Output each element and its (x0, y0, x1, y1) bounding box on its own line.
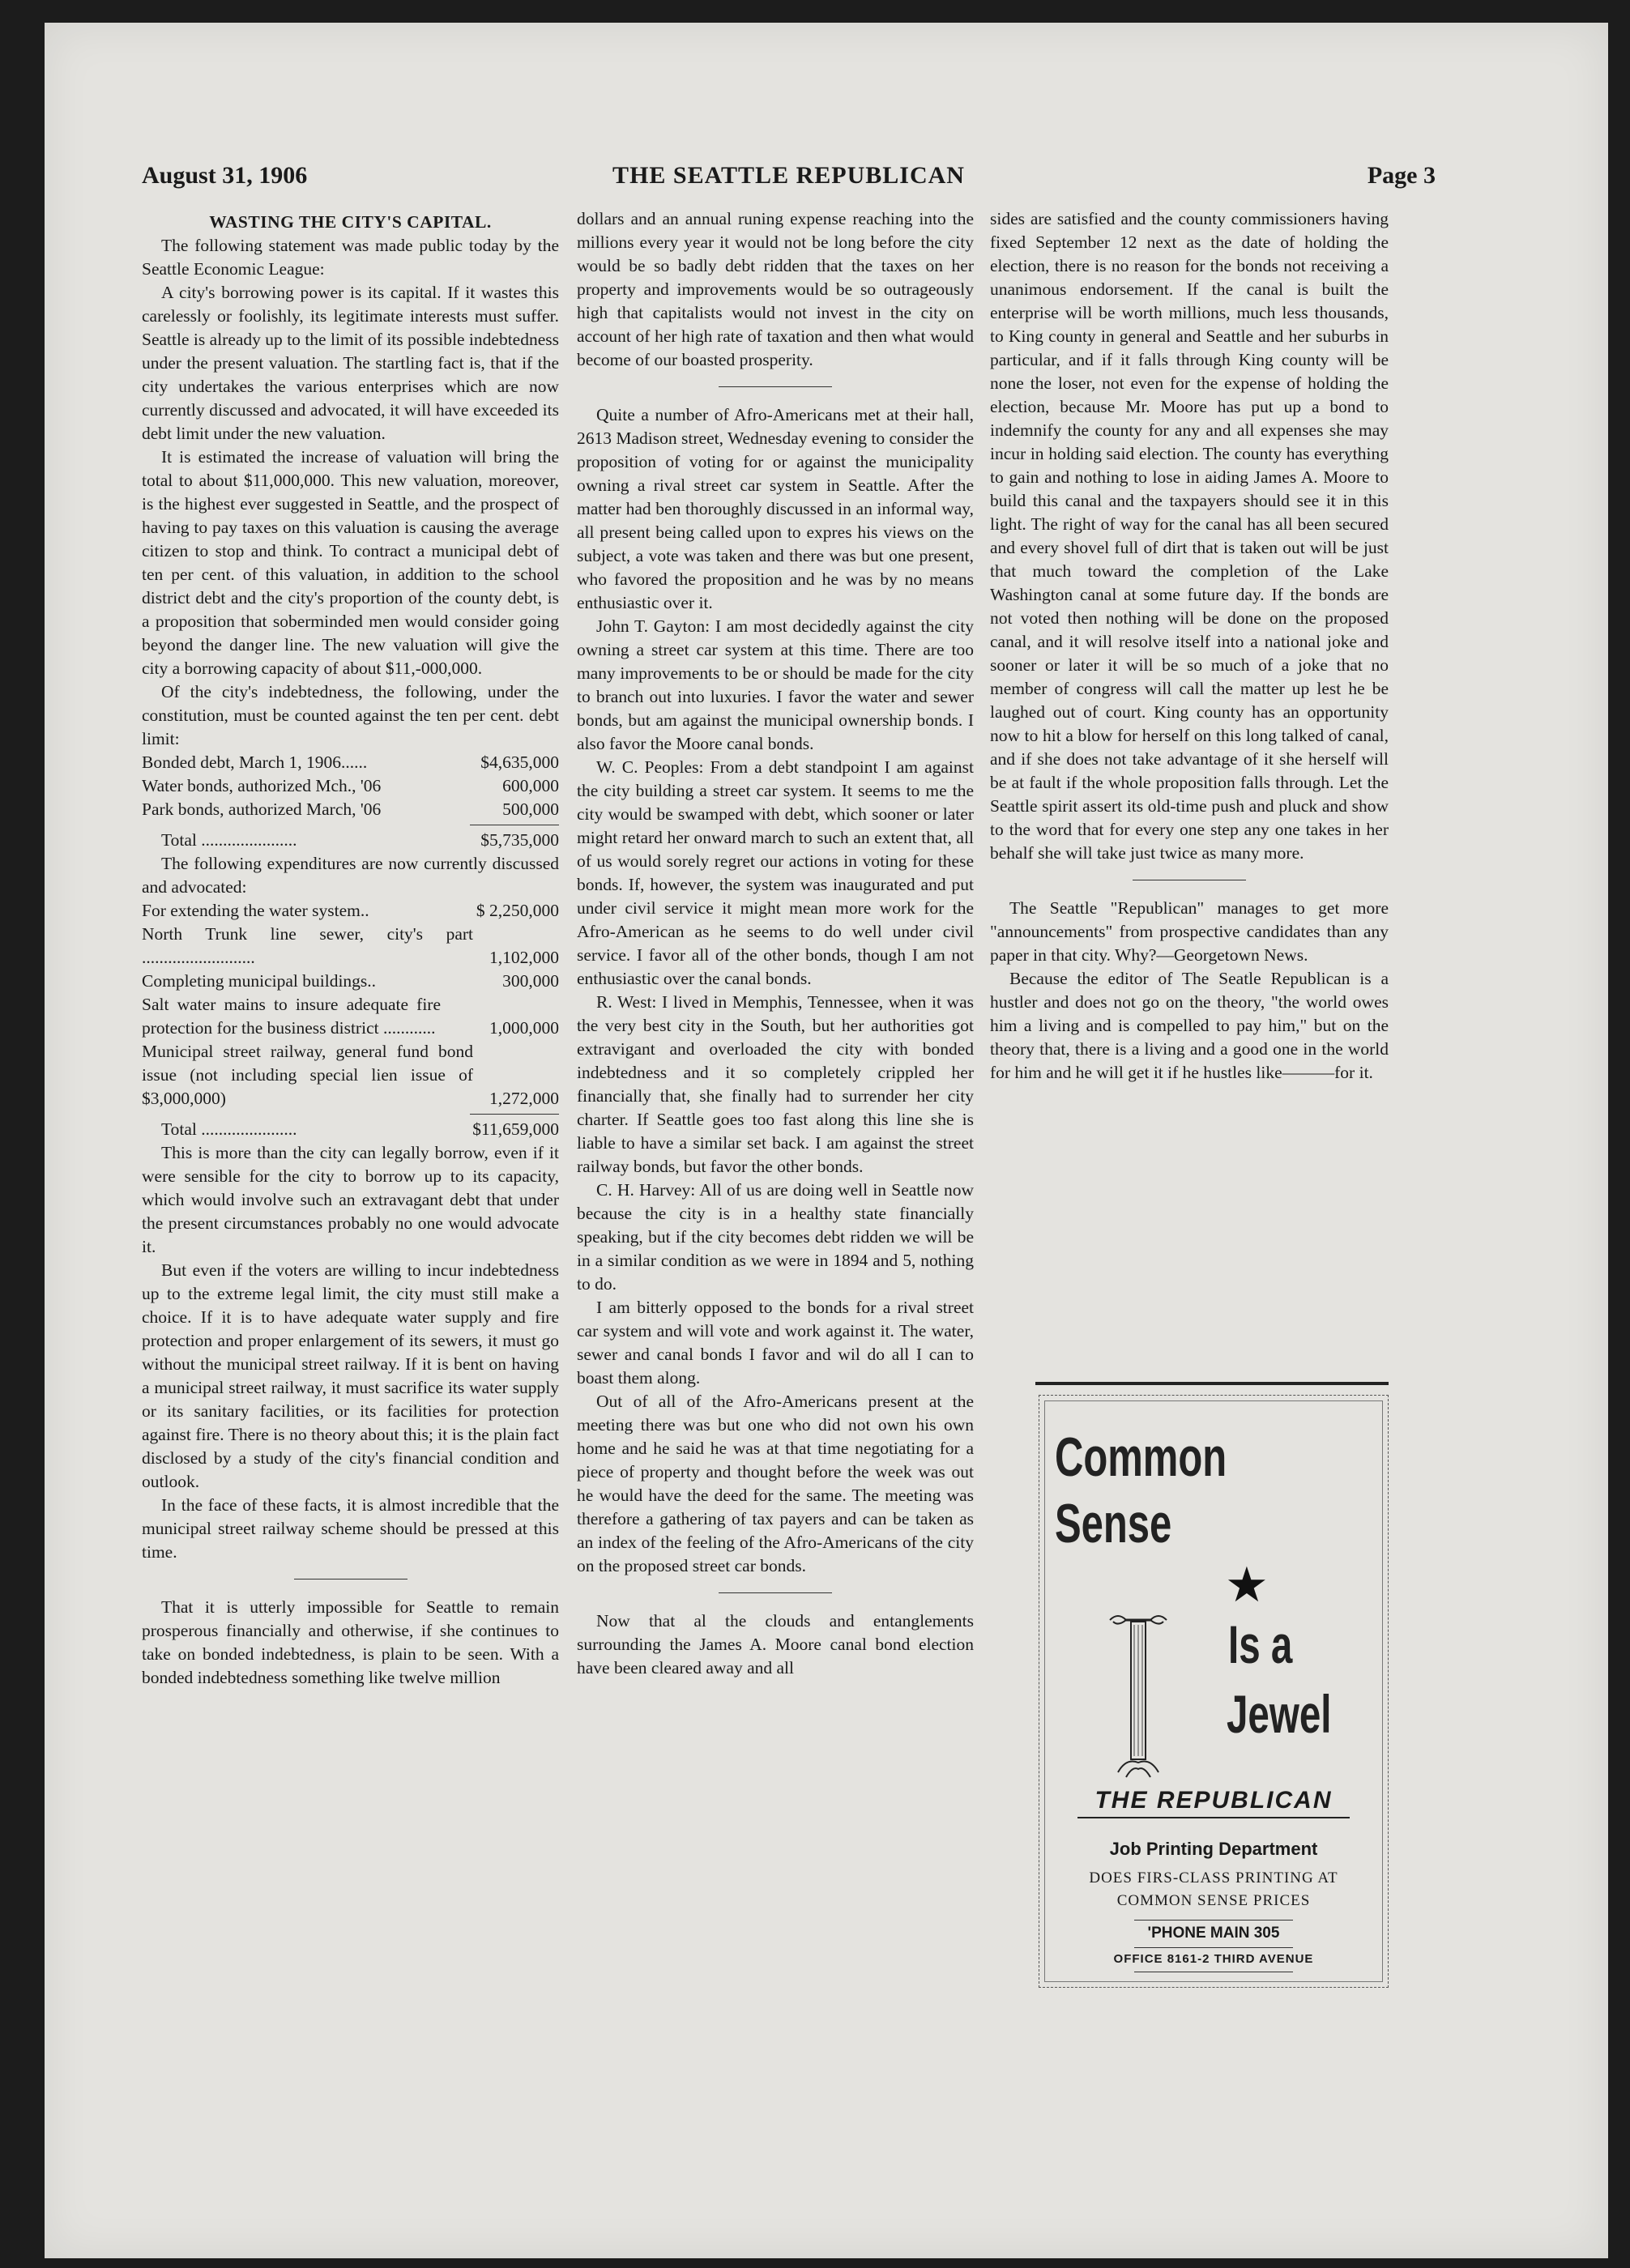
paragraph: Because the editor of The Seatle Republican is a hustler and does not go on the theory, "the world owes him a living and is compelled to pay him," but on the theory that, there is a living and a good one in the world for him and he will get it if he hustles like———for it. (990, 969, 1389, 1082)
column-2 (577, 207, 974, 1680)
debt-row (142, 798, 559, 821)
expense-desc: For extending the water system.. (142, 901, 369, 920)
paragraph: Of the city's indebtedness, the following, under the constitution, must be counted against the ten per cent. debt limit: (142, 682, 559, 748)
ad-common: Common (1055, 1426, 1227, 1488)
debt-row (142, 751, 559, 774)
article-heading: WASTING THE CITY'S CAPITAL. (209, 212, 492, 232)
ad-inner-border (1044, 1400, 1383, 1982)
total-row (142, 1118, 559, 1141)
column-ornament-icon (1102, 1610, 1175, 1788)
ad-office-address: OFFICE 8161-2 THIRD AVENUE (1113, 1952, 1314, 1966)
ad-publisher-title: THE REPUBLICAN (1094, 1787, 1333, 1814)
ad-rule (1134, 1947, 1293, 1948)
article-divider (719, 1592, 832, 1593)
paragraph: R. West: I lived in Memphis, Tennessee, when it was the very best city in the South, but her authorities got extravigant and overloaded the city with bonded indebtedness and it so completely crippled her financially that, she finally had to surrender her city charter. If Seattle goes too fast along this line she is liable to have a similar set back. I am against the street railway bonds, but favor the other bonds. (577, 992, 974, 1176)
ad-sense: Sense (1055, 1493, 1172, 1554)
paragraph: But even if the voters are willing to incur indebtedness up to the extreme legal limit, the city must still make a choice. If it is to have adequate water supply and fire protection and proper enlargement of its sewers, it must go without the municipal street railway. If it is bent on having a municipal street railway, it must sacrifice its water supply or its sanitary facilities, or its facilities for protection against fire. There is no theory about this; it is the plain fact disclosed by a study of the city's financial condition and outlook. (142, 1260, 559, 1491)
ad-rule (1134, 1920, 1293, 1921)
total-label: Total ...................... (161, 830, 297, 850)
ad-department: Job Printing Department (1109, 1839, 1318, 1859)
ad-prices: COMMON SENSE PRICES (1116, 1892, 1311, 1909)
issue-date: August 31, 1906 (142, 162, 308, 189)
total-label: Total ...................... (161, 1119, 297, 1139)
paragraph: It is estimated the increase of valuation will bring the total to about $11,000,000. This new valuation, moreover, is the highest ever suggested in Seattle, and the prospect of having to pay taxes on this valuation is causing the average citizen to stop and think. To contract a municipal debt of ten per cent. of this valuation, in addition to the school district debt and the city's proportion of the county debt, is a proposition that soberminded men would consider going beyond the danger line. The new valuation will give the city a borrowing capacity of about $11,-000,000. (142, 447, 559, 678)
page-number: Page 3 (1367, 162, 1436, 189)
ad-top-rule (1035, 1382, 1389, 1385)
expense-amount: $ 2,250,000 (476, 901, 559, 920)
paragraph: That it is utterly impossible for Seattle to remain prosperous financially and otherwise, if she continues to take on bonded indebtedness, is plain to be seen. With a bonded indebtedness something like twelve million (142, 1597, 559, 1687)
expense-desc: North Trunk line sewer, city's part .......................... (142, 924, 473, 967)
ad-phone: 'PHONE MAIN 305 (1147, 1925, 1280, 1942)
expense-amount: 1,000,000 (489, 1018, 559, 1038)
paragraph: Out of all of the Afro-Americans present at the meeting there was but one who did not own his own home and he said he was at that time negotiating for a piece of property and thought before the week was out he would have the deed for the same. The meeting was therefore a gathering of tax payers and can be taken as an index of the feeling of the Afro-Americans of the city on the proposed street car bonds. (577, 1392, 974, 1575)
total-row (142, 829, 559, 852)
paragraph: W. C. Peoples: From a debt standpoint I am against the city building a street car system. It seems to me the city would be swamped with debt, which sooner or later might retard her onward march to such an extent that, all of us would sorely regret our actions in voting for these bonds. If, however, the system was inaugurated and put under civil service it might mean more work for the Afro-American as he seems to do well under civil service. I favor all of the other bonds, though I am not enthusiastic over the canal bonds. (577, 757, 974, 988)
expense-amount: 300,000 (502, 971, 559, 991)
paragraph: A city's borrowing power is its capital. If it wastes this carelessly or foolishly, its legitimate interests must suffer. Seattle is already up to the limit of its possible indebtedness under the present valuation. The startling fact is, that if the city undertakes the various enterprises which are now currently discussed and advocated, it will have exceeded its debt limit under the new valuation. (142, 283, 559, 443)
paragraph: This is more than the city can legally borrow, even if it were sensible for the city to borrow up to its capacity, which would involve such an extravagant debt that under the present circumstances probably no one would advocate it. (142, 1143, 559, 1256)
paragraph: Quite a number of Afro-Americans met at their hall, 2613 Madison street, Wednesday evening to consider the proposition of voting for or against the municipality owning a rival street car system in Seattle. After the matter had ben thoroughly discussed in an informal way, all present being called upon to expres his views on the subject, a vote was taken and there was but one present, who favored the proposition and he was by no means enthusiastic over it. (577, 405, 974, 612)
paragraph: sides are satisfied and the county commissioners having fixed September 12 next as the date of holding the election, there is no reason for the bonds not receiving a unanimous endorsement. If the canal is built the enterprise will be worth millions, much less thousands, to King county in general and Seattle and her suburbs in particular, and if it falls through King county will be none the loser, not even for the expense of holding the election, because Mr. Moore has put up a bond to indemnify the county for any and all expenses she may incur in holding said election. The county has everything to gain and nothing to lose in aiding James A. Moore to build this canal and the taxpayers should see it in this light. The right of way for the canal has all been secured and every shovel full of dirt that is taken out will be just that much toward the completion of the Lake Washington canal at some future day. If the bonds are not voted then nothing will be done on the proposed canal, and it will resolve itself into a national joke and sooner or later it will be so much of a joke that no member of congress will call the matter up lest he be laughed out of court. King county has an opportunity now to hit a blow for herself on this long talked of canal, and if she does not take advantage of it she herself will be at fault if the whole proposition falls through. Let the Seattle spirit assert its old-time push and pluck and show to the word that for every one step any one takes in her behalf she will take just twice as many more. (990, 209, 1389, 863)
debt-row (142, 774, 559, 798)
expense-row (142, 1040, 559, 1111)
article-divider (719, 386, 832, 387)
expense-row (142, 923, 559, 970)
expense-desc: Salt water mains to insure adequate fire protection for the business district ............ (142, 995, 441, 1038)
ad-jewel: Jewel (1227, 1684, 1332, 1744)
ad-title-rule (1077, 1817, 1350, 1818)
expense-desc: Municipal street railway, general fund bond issue (not including special lien issue of $3,000,000) (142, 1042, 473, 1108)
article-divider (294, 1579, 408, 1580)
expense-row (142, 899, 559, 923)
column-3 (990, 207, 1389, 1085)
paragraph: C. H. Harvey: All of us are doing well in Seattle now because the city is in a healthy state financially speaking, but if the city becomes debt ridden we will be in a similar condition as we were in 1894 and 5, nothing to do. (577, 1180, 974, 1294)
debt-amount: 500,000 (502, 799, 559, 819)
debt-amount: $4,635,000 (480, 752, 559, 772)
paragraph: The Seattle "Republican" manages to get more "announcements" from prospective candidates than any paper in that city. Why?—Georgetown News. (990, 898, 1389, 965)
ad-is-a: Is a (1228, 1614, 1293, 1674)
total-amount: $11,659,000 (472, 1119, 559, 1139)
star-icon: ★ (1225, 1558, 1269, 1612)
ad-services: DOES FIRS-CLASS PRINTING AT (1089, 1869, 1338, 1886)
paragraph: dollars and an annual runing expense reaching into the millions every year it would not be long before the city would be so badly debt ridden that the taxes on her property and improvements would be so outrageously high that capitalists would not invest in the city on account of her high rate of taxation and then what would become of our boasted prosperity. (577, 209, 974, 369)
paragraph: In the face of these facts, it is almost incredible that the municipal street railway scheme should be pressed at this time. (142, 1495, 559, 1562)
debt-desc: Water bonds, authorized Mch., '06 (142, 776, 382, 795)
paragraph: The following expenditures are now currently discussed and advocated: (142, 854, 559, 897)
expense-row (142, 970, 559, 993)
paragraph: I am bitterly opposed to the bonds for a rival street car system and will vote and work against it. The water, sewer and canal bonds I favor and wil do all I can to boast them along. (577, 1298, 974, 1388)
expense-desc: Completing municipal buildings.. (142, 971, 377, 991)
expense-amount: 1,102,000 (489, 948, 559, 967)
expense-amount: 1,272,000 (489, 1089, 559, 1108)
newspaper-title: THE SEATTLE REPUBLICAN (612, 162, 965, 189)
column-1 (142, 207, 559, 1690)
debt-desc: Park bonds, authorized March, '06 (142, 799, 382, 819)
paragraph: Now that al the clouds and entanglements surrounding the James A. Moore canal bond election have been cleared away and all (577, 1611, 974, 1678)
debt-desc: Bonded debt, March 1, 1906...... (142, 752, 368, 772)
page-header (142, 162, 1436, 194)
expense-row (142, 993, 559, 1040)
total-amount: $5,735,000 (480, 830, 559, 850)
sum-rule (470, 1114, 559, 1115)
debt-amount: 600,000 (502, 776, 559, 795)
paragraph: John T. Gayton: I am most decidedly against the city owning a street car system at this time. There are too many improvements to be or should be made for the city to branch out into luxuries. I favor the water and sewer bonds, but am against the municipal ownership bonds. I also favor the Moore canal bonds. (577, 616, 974, 753)
job-printing-ad (1039, 1395, 1389, 1988)
paragraph: The following statement was made public today by the Seattle Economic League: (142, 236, 559, 279)
